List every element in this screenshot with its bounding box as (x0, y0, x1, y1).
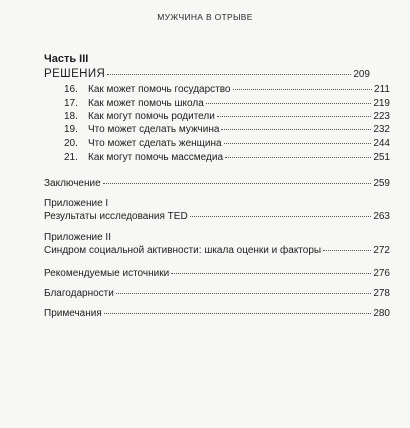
appendix-1-title: Результаты исследования TED (44, 211, 188, 222)
page-number: 278 (373, 288, 390, 299)
running-header: МУЖЧИНА В ОТРЫВЕ (157, 12, 253, 22)
chapter-title: Как могут помочь массмедиа (88, 152, 224, 163)
toc-row-chapter-19 (64, 124, 390, 135)
toc-row-chapter-17 (64, 98, 390, 109)
page-number: 259 (373, 178, 390, 189)
page-number: 251 (373, 152, 390, 163)
chapter-number: 16. (64, 84, 78, 95)
page-number: 280 (373, 308, 390, 319)
leader-dots (103, 182, 372, 184)
part-title: РЕШЕНИЯ (44, 68, 106, 80)
toc-row-thanks (44, 288, 390, 299)
chapter-number: 18. (64, 111, 78, 122)
chapter-title: Что может сделать женщина (88, 138, 222, 149)
leader-dots (225, 156, 371, 158)
toc-row-notes (44, 308, 390, 319)
page-number: 232 (373, 124, 390, 135)
page-number: 272 (373, 245, 390, 256)
chapter-title: Как могут помочь родители (88, 111, 215, 122)
page-number: 263 (373, 211, 390, 222)
leader-dots (206, 102, 372, 104)
toc-row-chapter-18 (64, 111, 390, 122)
toc-row-appendix-1 (44, 211, 390, 222)
leader-dots (224, 142, 372, 144)
appendix-2-title: Синдром социальной активности: шкала оценки и факторы (44, 245, 322, 256)
chapter-number: 20. (64, 138, 78, 149)
sources-title: Рекомендуемые источники (44, 268, 170, 279)
conclusion-title: Заключение (44, 178, 101, 189)
page-number: 211 (374, 84, 390, 95)
part-label: Часть III (44, 53, 89, 65)
toc-row-chapter-21 (64, 152, 390, 163)
leader-dots (217, 115, 371, 117)
chapter-number: 17. (64, 98, 78, 109)
notes-title: Примечания (44, 308, 102, 319)
chapter-title: Как может помочь государство (88, 84, 231, 95)
toc-row-appendix-2 (44, 245, 390, 256)
toc-row-conclusion (44, 178, 390, 189)
page-number: 244 (373, 138, 390, 149)
leader-dots (171, 272, 371, 274)
appendix-2-label: Приложение II (44, 232, 111, 243)
appendix-1-label: Приложение I (44, 198, 109, 209)
leader-dots (107, 73, 351, 75)
page-number: 219 (373, 98, 390, 109)
toc-row-sources (44, 268, 390, 279)
chapter-number: 19. (64, 124, 78, 135)
page-number: 209 (353, 69, 370, 80)
chapter-title: Что может сделать мужчина (88, 124, 220, 135)
leader-dots (190, 215, 372, 217)
page-number: 223 (373, 111, 390, 122)
chapter-number: 21. (64, 152, 78, 163)
toc-row-chapter-16 (64, 84, 390, 95)
leader-dots (104, 312, 372, 314)
leader-dots (116, 292, 371, 294)
leader-dots (233, 88, 373, 90)
page-number: 276 (373, 268, 390, 279)
leader-dots (221, 128, 371, 130)
chapter-title: Как может помочь школа (88, 98, 204, 109)
leader-dots (323, 249, 371, 251)
toc-row-part-title (44, 68, 370, 80)
toc-row-chapter-20 (64, 138, 390, 149)
thanks-title: Благодарности (44, 288, 114, 299)
